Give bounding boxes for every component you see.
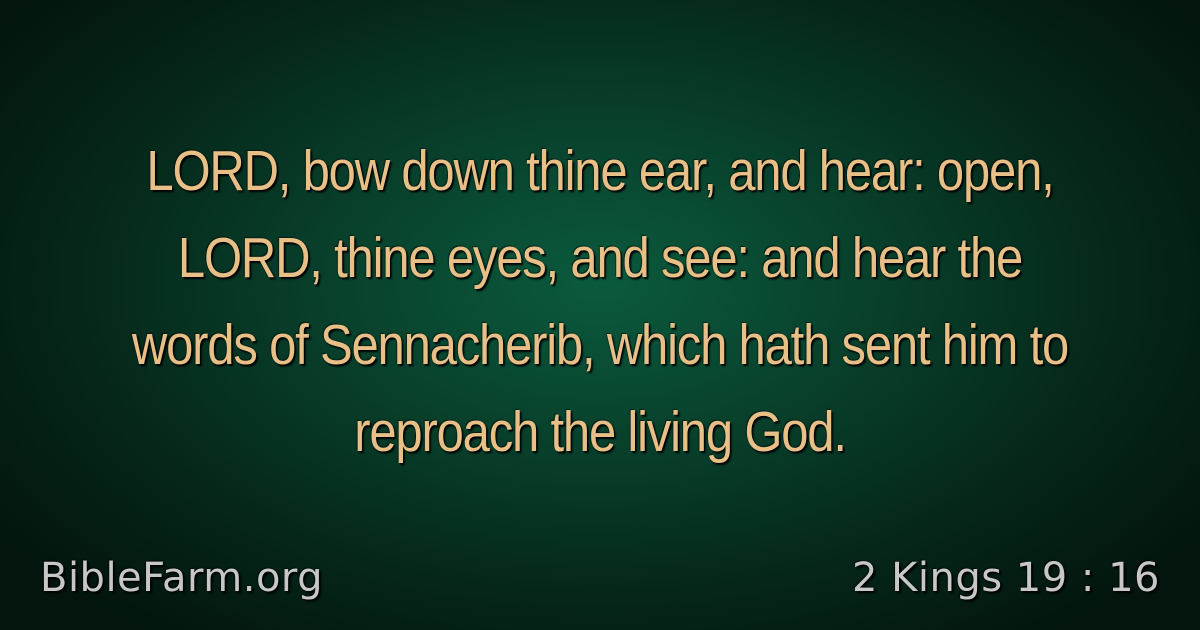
verse-text: LORD, bow down thine ear, and hear: open, LORD, thine eyes, and see: and hear the words of Sennacherib, which hath sent him to reproach the living God. — [131, 139, 1069, 464]
verse-reference: 2 Kings 19 : 16 — [851, 555, 1160, 601]
site-name: BibleFarm.org — [40, 555, 324, 601]
